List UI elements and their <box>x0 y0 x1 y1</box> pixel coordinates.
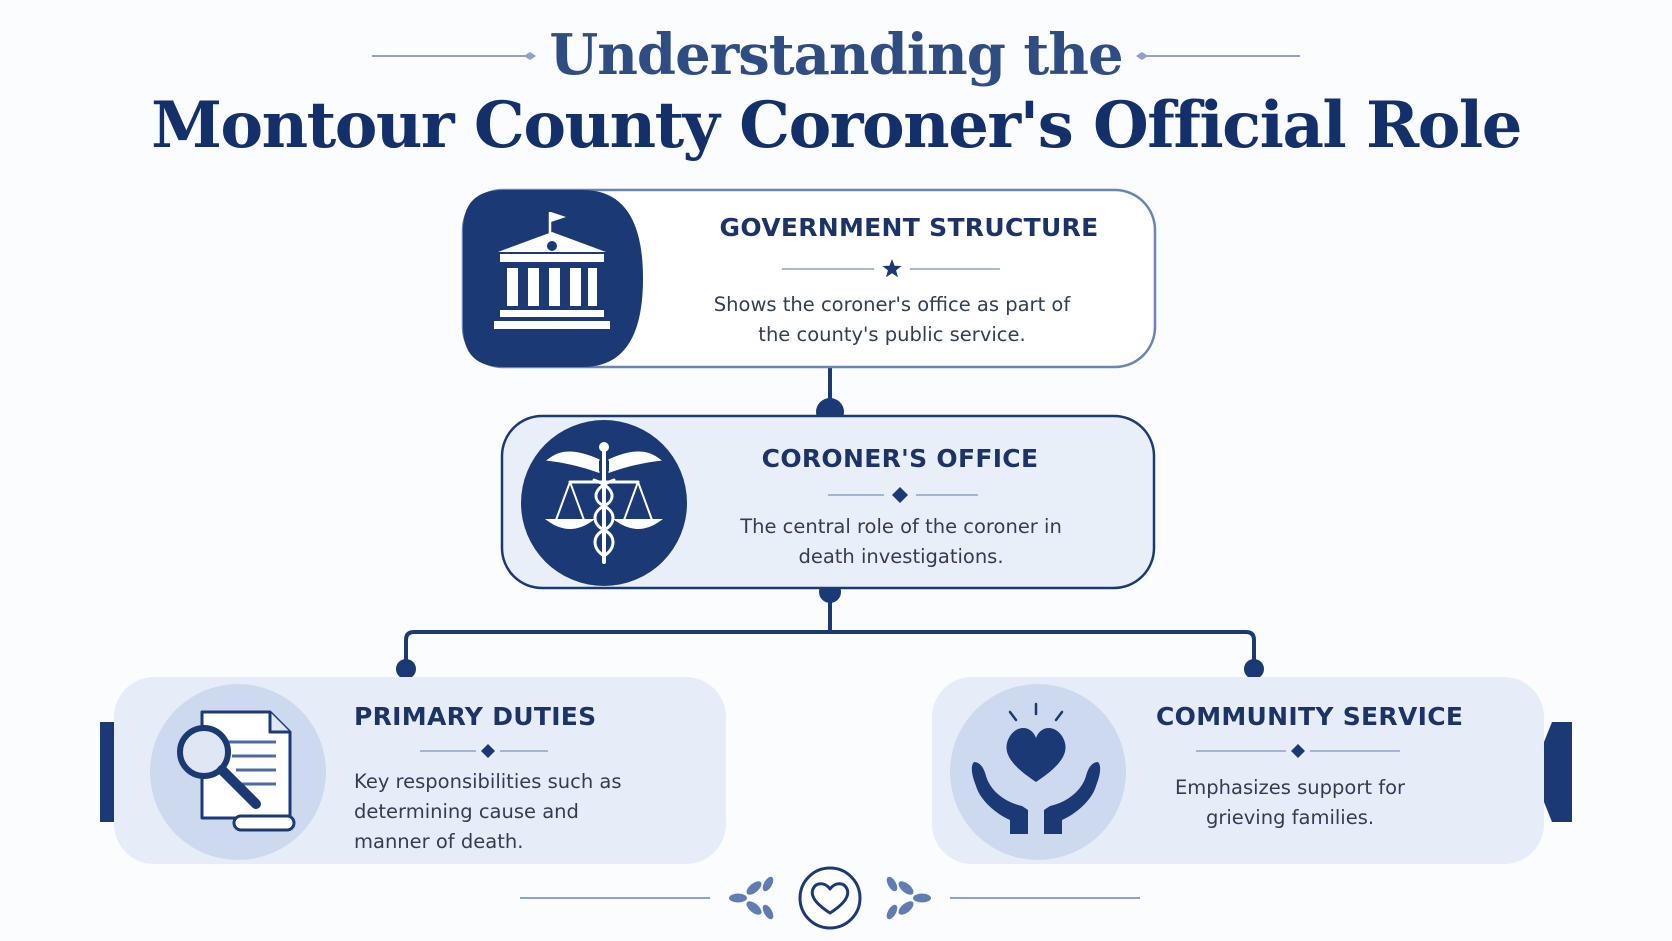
coroners-office-title: CORONER'S OFFICE <box>761 444 1039 473</box>
government-structure-title: GOVERNMENT STRUCTURE <box>719 213 1099 242</box>
page-title-line-1: Understanding the <box>549 22 1123 88</box>
primary-duties-title: PRIMARY DUTIES <box>354 702 597 731</box>
footer-heart-badge <box>800 868 860 928</box>
footer-ornament <box>520 868 1140 928</box>
community-service-description: Emphasizes support for grieving families. <box>1174 776 1406 829</box>
laurel-left-icon <box>729 875 775 921</box>
primary-duties-description: Key responsibilities such as determining cause and manner of death. <box>354 770 622 853</box>
connector-node-right <box>1244 659 1264 679</box>
coroners-office-description: The central role of the coroner in death investigations. <box>740 515 1062 568</box>
community-service-title: COMMUNITY SERVICE <box>1156 702 1464 731</box>
laurel-right-icon <box>885 875 931 921</box>
government-structure-description: Shows the coroner's office as part of the county's public service. <box>713 293 1071 346</box>
page-title-line-2: Montour County Coroner's Official Role <box>151 88 1521 163</box>
connector-node-left <box>396 659 416 679</box>
